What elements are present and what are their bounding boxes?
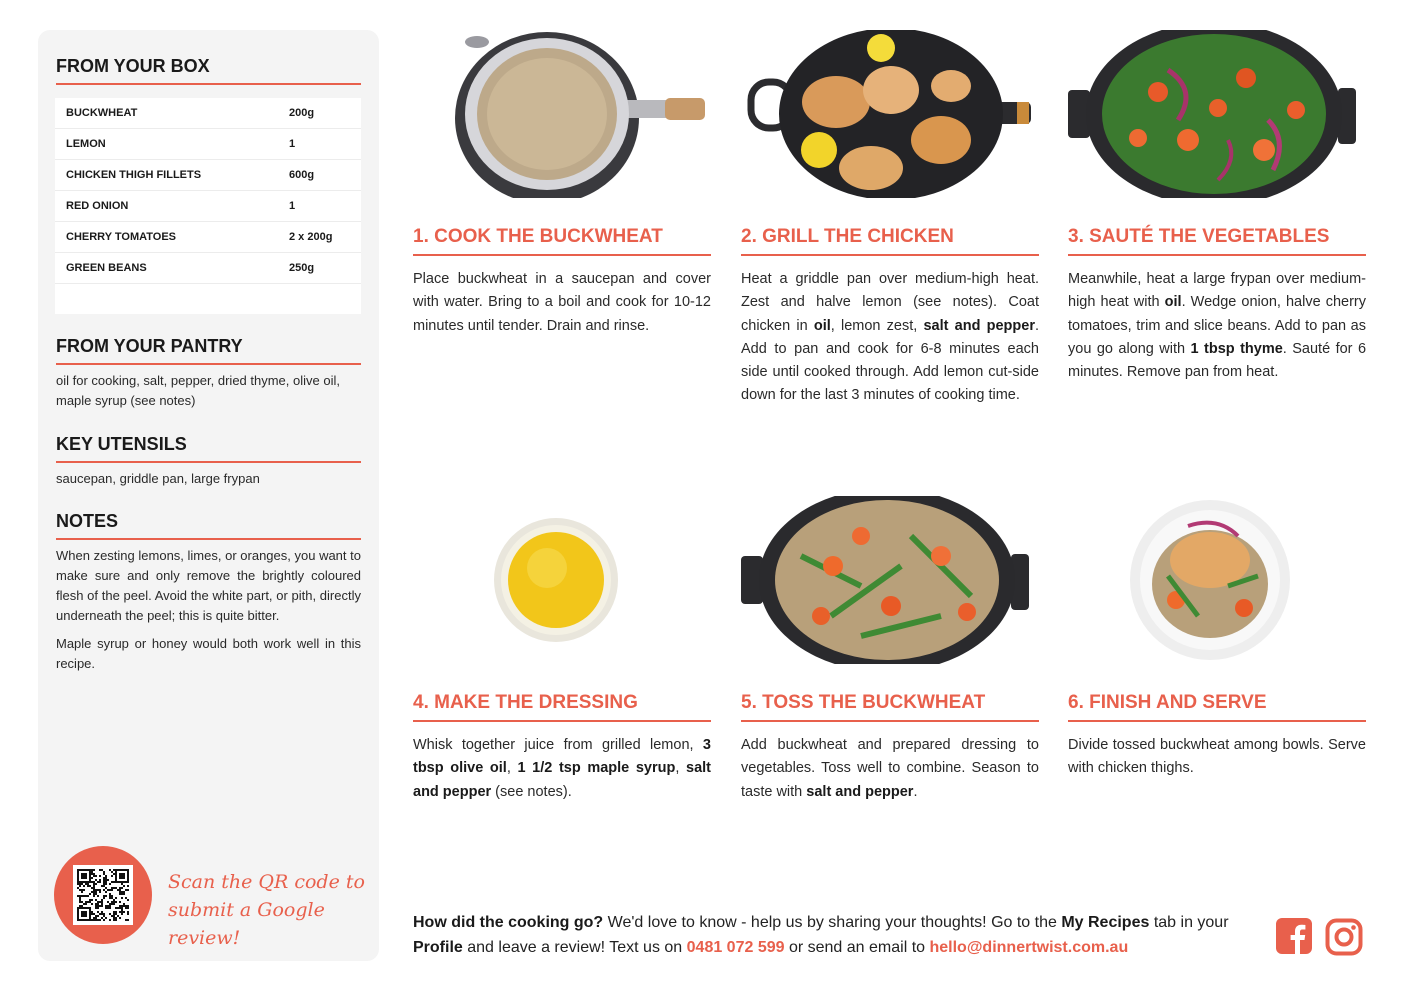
qr-code-icon: [73, 865, 133, 925]
utensils-text: saucepan, griddle pan, large frypan: [56, 471, 260, 486]
ingredient-qty: 600g: [289, 169, 315, 181]
ingredient-qty: 1: [289, 138, 296, 150]
ingredient-name: RED ONION: [66, 200, 129, 212]
body-text: ,: [675, 760, 687, 777]
body-text: .: [913, 783, 918, 800]
step-5-body: [741, 734, 1039, 804]
step-3-photo: [1068, 30, 1366, 198]
body-text: Meanwhile, heat a large frypan over medium-high heat with: [1068, 271, 1366, 311]
emphasis-text: salt and pepper: [413, 760, 712, 800]
ingredient-row: [55, 160, 361, 191]
body-text: , lemon zest,: [830, 317, 924, 334]
footer-text: or send an email to: [784, 939, 930, 956]
body-text: Add buckwheat and prepared dressing to vegetables. Toss well to combine. Season to taste with: [741, 737, 1039, 800]
review-footer: [413, 910, 1263, 960]
from-your-pantry-heading: FROM YOUR PANTRY: [56, 336, 361, 365]
body-text: Place buckwheat in a saucepan and cover with water. Bring to a boil and cook for 10-12 minutes until tender. Drain and rinse.: [413, 271, 711, 334]
ingredient-name: CHERRY TOMATOES: [66, 231, 177, 243]
ingredient-name: LEMON: [66, 138, 106, 150]
ingredients-table: [55, 98, 361, 314]
step-1-body: [413, 268, 711, 338]
notes-text: [56, 546, 361, 674]
ingredient-qty: 250g: [289, 262, 315, 274]
ingredient-name: GREEN BEANS: [66, 262, 147, 274]
notes-heading: NOTES: [56, 511, 361, 540]
body-text: Heat a griddle pan over medium-high heat. Zest and halve lemon (see notes). Coat chicken in: [741, 271, 1039, 334]
body-text: . Wedge onion, halve cherry tomatoes, trim and slice beans. Add to pan as you go along with: [1068, 294, 1367, 357]
phone-link[interactable]: 0481 072 599: [686, 939, 785, 956]
footer-text: and leave a review! Text us on: [462, 939, 687, 956]
ingredient-row: [55, 253, 361, 284]
step-5-photo: [741, 496, 1039, 664]
body-text: . Sauté for 6 minutes. Remove pan from heat.: [1068, 340, 1367, 381]
pantry-text: oil for cooking, salt, pepper, dried thyme, olive oil, maple syrup (see notes): [56, 373, 340, 408]
emphasis-text: 3 tbsp olive oil: [413, 737, 711, 777]
body-text: . Add to pan and cook for 6-8 minutes each side until cooked through. Add lemon cut-side down for the last 3 minutes of cooking time.: [741, 317, 1040, 404]
step-4-photo: [413, 496, 711, 664]
notes-paragraph: When zesting lemons, limes, or oranges, you want to make sure and only remove the brightly coloured flesh of the peel. Avoid the white part, or pith, directly underneath the peel; this is quite bitter.: [56, 548, 361, 623]
key-utensils-heading: KEY UTENSILS: [56, 434, 361, 463]
emphasis-text: salt and pepper: [806, 783, 914, 800]
emphasis-text: 1 1/2 tsp maple syrup: [517, 760, 676, 777]
step-4-title: 4. MAKE THE DRESSING: [413, 692, 711, 722]
step-6-body: [1068, 734, 1366, 781]
ingredient-qty: 200g: [289, 107, 315, 119]
emphasis-text: oil: [813, 317, 831, 334]
sidebar: [38, 30, 379, 961]
step-6-photo: [1068, 496, 1366, 664]
my-recipes-link[interactable]: My Recipes: [1061, 914, 1150, 931]
ingredient-row: [55, 98, 361, 129]
step-3-body: [1068, 268, 1366, 384]
step-2-body: [741, 268, 1039, 408]
body-text: ,: [506, 760, 518, 777]
footer-text: We'd love to know - help us by sharing your thoughts! Go to the: [603, 914, 1062, 931]
step-3-title: 3. SAUTÉ THE VEGETABLES: [1068, 226, 1366, 256]
step-5-title: 5. TOSS THE BUCKWHEAT: [741, 692, 1039, 722]
step-4-body: [413, 734, 711, 804]
emphasis-text: salt and pepper: [923, 317, 1035, 334]
step-2-photo: [741, 30, 1039, 198]
qr-badge[interactable]: [54, 846, 152, 944]
qr-caption-line: Scan the QR code to: [168, 871, 365, 893]
step-1-title: 1. COOK THE BUCKWHEAT: [413, 226, 711, 256]
step-2-title: 2. GRILL THE CHICKEN: [741, 226, 1039, 256]
footer-text: tab in your: [1149, 914, 1229, 931]
footer-question: How did the cooking go?: [413, 914, 604, 931]
step-1-photo: [413, 30, 711, 198]
qr-caption-line: submit a Google review!: [168, 899, 325, 949]
qr-caption: [168, 868, 379, 952]
ingredient-name: CHICKEN THIGH FILLETS: [66, 169, 202, 181]
notes-paragraph: Maple syrup or honey would both work well in this recipe.: [56, 636, 361, 671]
emphasis-text: 1 tbsp thyme: [1190, 340, 1283, 357]
body-text: Divide tossed buckwheat among bowls. Serve with chicken thighs.: [1068, 737, 1366, 777]
facebook-icon[interactable]: [1276, 918, 1314, 956]
body-text: Whisk together juice from grilled lemon,: [413, 737, 703, 753]
from-your-box-heading: FROM YOUR BOX: [56, 56, 361, 85]
step-6-title: 6. FINISH AND SERVE: [1068, 692, 1366, 722]
ingredient-name: BUCKWHEAT: [66, 107, 138, 119]
instagram-icon[interactable]: [1325, 918, 1363, 956]
ingredient-row: [55, 222, 361, 253]
profile-link[interactable]: Profile: [413, 939, 463, 956]
emphasis-text: oil: [1164, 294, 1182, 311]
body-text: (see notes).: [491, 783, 572, 800]
ingredient-qty: 2 x 200g: [289, 231, 333, 243]
email-link[interactable]: hello@dinnertwist.com.au: [929, 939, 1129, 956]
ingredient-row: [55, 191, 361, 222]
ingredient-qty: 1: [289, 200, 296, 212]
ingredient-row: [55, 129, 361, 160]
